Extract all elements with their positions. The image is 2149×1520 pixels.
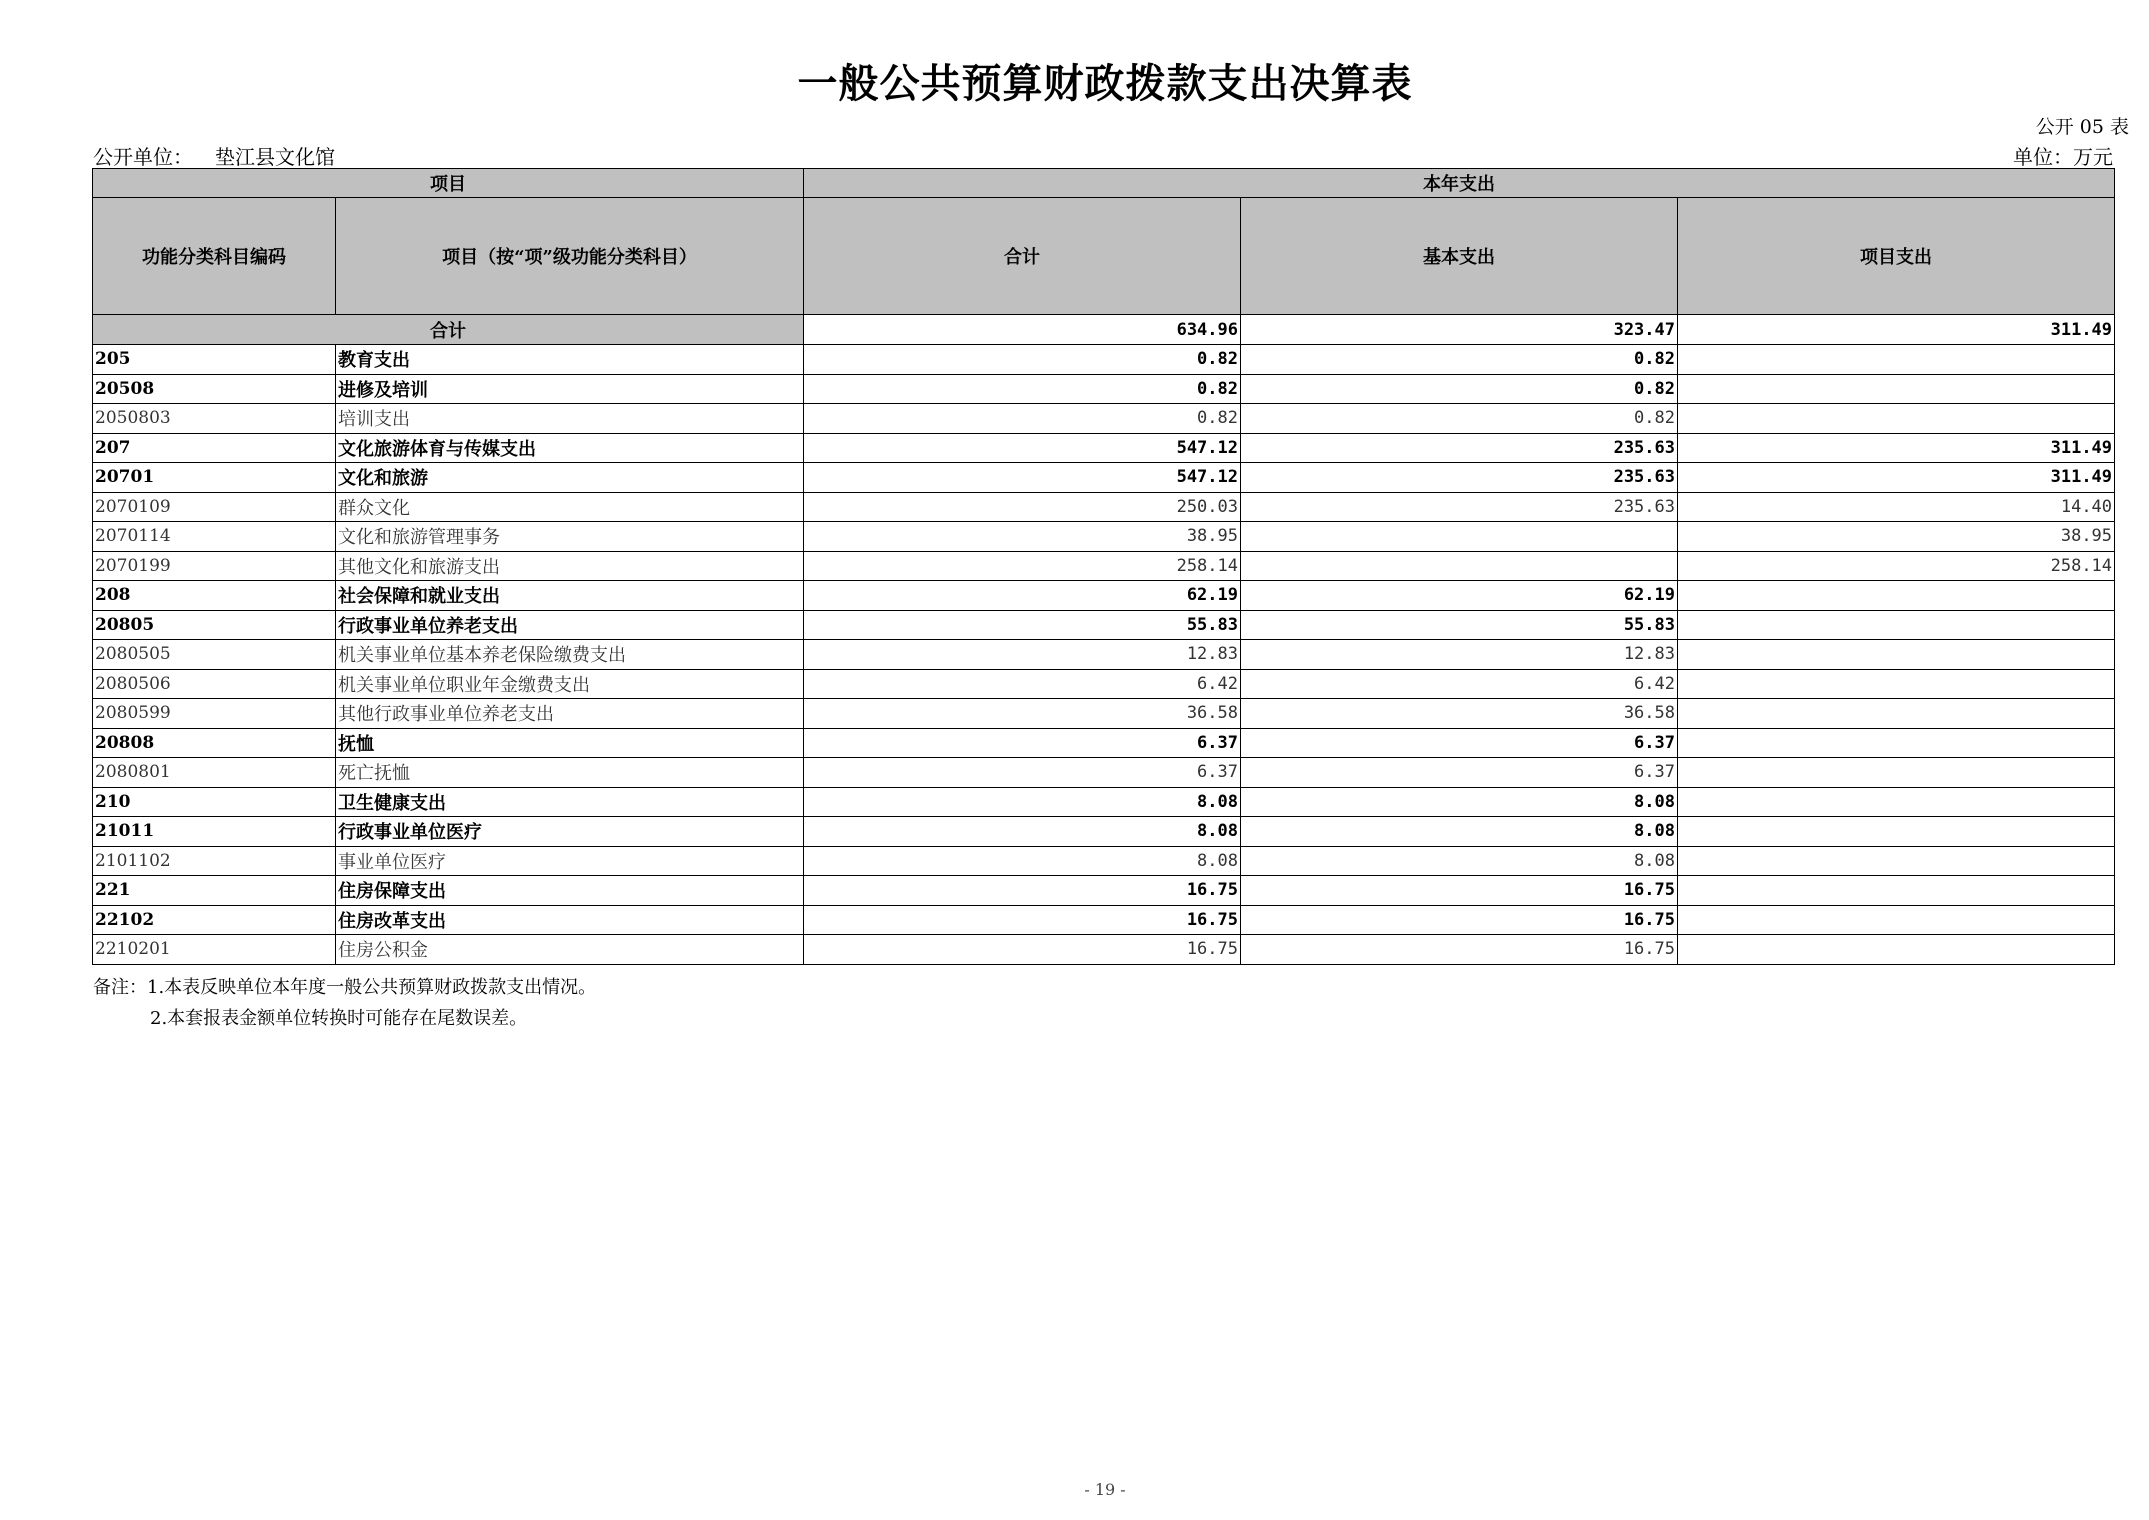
row-basic: 6.42	[1241, 669, 1678, 699]
row-name: 群众文化	[336, 492, 804, 522]
row-total: 6.37	[804, 728, 1241, 758]
row-project: 311.49	[1678, 433, 2115, 463]
row-name: 文化和旅游管理事务	[336, 522, 804, 552]
row-basic: 16.75	[1241, 876, 1678, 906]
row-name: 其他文化和旅游支出	[336, 551, 804, 581]
table-row	[93, 758, 2115, 788]
row-basic: 36.58	[1241, 699, 1678, 729]
total-project: 311.49	[1678, 315, 2115, 345]
row-code: 210	[93, 787, 336, 817]
row-code: 2080506	[93, 669, 336, 699]
row-project	[1678, 876, 2115, 906]
row-project	[1678, 787, 2115, 817]
row-project	[1678, 935, 2115, 965]
row-code: 2070109	[93, 492, 336, 522]
total-row	[93, 315, 2115, 345]
row-project	[1678, 374, 2115, 404]
note-1: 备注：1.本表反映单位本年度一般公共预算财政拨款支出情况。	[93, 977, 597, 998]
row-total: 0.82	[804, 345, 1241, 375]
header-project: 项目	[93, 169, 804, 198]
row-name: 死亡抚恤	[336, 758, 804, 788]
row-code: 205	[93, 345, 336, 375]
row-code: 2050803	[93, 404, 336, 434]
row-basic: 0.82	[1241, 404, 1678, 434]
table-row	[93, 463, 2115, 493]
row-basic: 16.75	[1241, 905, 1678, 935]
row-project	[1678, 817, 2115, 847]
row-basic: 62.19	[1241, 581, 1678, 611]
table-row	[93, 817, 2115, 847]
row-basic	[1241, 522, 1678, 552]
table-row	[93, 492, 2115, 522]
row-project	[1678, 905, 2115, 935]
row-total: 16.75	[804, 935, 1241, 965]
row-total: 16.75	[804, 876, 1241, 906]
table-row	[93, 728, 2115, 758]
note-2: 2.本套报表金额单位转换时可能存在尾数误差。	[150, 1008, 528, 1029]
row-total: 38.95	[804, 522, 1241, 552]
table-row	[93, 345, 2115, 375]
row-code: 20808	[93, 728, 336, 758]
row-total: 547.12	[804, 433, 1241, 463]
row-name: 进修及培训	[336, 374, 804, 404]
org-info	[93, 141, 335, 170]
row-basic: 8.08	[1241, 787, 1678, 817]
table-row	[93, 551, 2115, 581]
row-total: 12.83	[804, 640, 1241, 670]
row-total: 6.42	[804, 669, 1241, 699]
row-basic: 6.37	[1241, 728, 1678, 758]
row-basic: 8.08	[1241, 817, 1678, 847]
row-total: 8.08	[804, 846, 1241, 876]
table-row	[93, 905, 2115, 935]
row-basic: 235.63	[1241, 463, 1678, 493]
row-total: 0.82	[804, 404, 1241, 434]
row-code: 2080505	[93, 640, 336, 670]
org-name: 垫江县文化馆	[215, 145, 335, 169]
row-total: 250.03	[804, 492, 1241, 522]
row-total: 62.19	[804, 581, 1241, 611]
row-basic: 0.82	[1241, 345, 1678, 375]
row-name: 机关事业单位基本养老保险缴费支出	[336, 640, 804, 670]
table-row	[93, 404, 2115, 434]
table-row	[93, 935, 2115, 965]
row-project: 38.95	[1678, 522, 2115, 552]
row-code: 2210201	[93, 935, 336, 965]
row-code: 221	[93, 876, 336, 906]
header-total: 合计	[804, 198, 1241, 315]
row-total: 6.37	[804, 758, 1241, 788]
table-row	[93, 787, 2115, 817]
row-project: 311.49	[1678, 463, 2115, 493]
row-project: 258.14	[1678, 551, 2115, 581]
row-total: 8.08	[804, 787, 1241, 817]
row-name: 抚恤	[336, 728, 804, 758]
page-number: - 19 -	[1084, 1480, 1126, 1499]
table-row	[93, 640, 2115, 670]
row-name: 卫生健康支出	[336, 787, 804, 817]
row-basic: 16.75	[1241, 935, 1678, 965]
row-code: 20701	[93, 463, 336, 493]
row-code: 207	[93, 433, 336, 463]
table-row	[93, 433, 2115, 463]
row-total: 547.12	[804, 463, 1241, 493]
table-row	[93, 610, 2115, 640]
row-project	[1678, 404, 2115, 434]
form-number: 公开 05 表	[2035, 116, 2129, 138]
row-name: 机关事业单位职业年金缴费支出	[336, 669, 804, 699]
row-name: 住房公积金	[336, 935, 804, 965]
currency-unit: 单位：万元	[2013, 145, 2113, 169]
row-code: 2080599	[93, 699, 336, 729]
row-name: 社会保障和就业支出	[336, 581, 804, 611]
row-name: 住房改革支出	[336, 905, 804, 935]
row-basic: 235.63	[1241, 433, 1678, 463]
row-project	[1678, 640, 2115, 670]
row-project: 14.40	[1678, 492, 2115, 522]
row-name: 行政事业单位养老支出	[336, 610, 804, 640]
table-row	[93, 699, 2115, 729]
row-name: 行政事业单位医疗	[336, 817, 804, 847]
row-code: 2101102	[93, 846, 336, 876]
table-row	[93, 374, 2115, 404]
row-name: 文化和旅游	[336, 463, 804, 493]
row-code: 2070199	[93, 551, 336, 581]
total-label: 合计	[93, 315, 804, 345]
row-total: 0.82	[804, 374, 1241, 404]
row-project	[1678, 669, 2115, 699]
row-total: 16.75	[804, 905, 1241, 935]
header-project-expenditure: 项目支出	[1678, 198, 2115, 315]
row-basic: 6.37	[1241, 758, 1678, 788]
header-row-columns	[93, 198, 2115, 315]
row-total: 55.83	[804, 610, 1241, 640]
total-basic: 323.47	[1241, 315, 1678, 345]
row-name: 文化旅游体育与传媒支出	[336, 433, 804, 463]
row-total: 8.08	[804, 817, 1241, 847]
expenditure-table	[92, 168, 2115, 965]
total-amount: 634.96	[804, 315, 1241, 345]
row-code: 22102	[93, 905, 336, 935]
row-basic: 8.08	[1241, 846, 1678, 876]
org-label: 公开单位：	[93, 145, 193, 169]
row-project	[1678, 699, 2115, 729]
row-basic: 0.82	[1241, 374, 1678, 404]
row-name: 事业单位医疗	[336, 846, 804, 876]
header-item: 项目（按“项”级功能分类科目）	[336, 198, 804, 315]
header-row-group	[93, 169, 2115, 198]
row-project	[1678, 581, 2115, 611]
row-name: 住房保障支出	[336, 876, 804, 906]
row-code: 20508	[93, 374, 336, 404]
row-code: 2070114	[93, 522, 336, 552]
row-name: 其他行政事业单位养老支出	[336, 699, 804, 729]
row-code: 20805	[93, 610, 336, 640]
row-code: 208	[93, 581, 336, 611]
row-code: 2080801	[93, 758, 336, 788]
table-row	[93, 876, 2115, 906]
row-basic	[1241, 551, 1678, 581]
row-total: 36.58	[804, 699, 1241, 729]
row-basic: 235.63	[1241, 492, 1678, 522]
row-project	[1678, 345, 2115, 375]
notes	[93, 972, 596, 1034]
row-name: 教育支出	[336, 345, 804, 375]
row-basic: 55.83	[1241, 610, 1678, 640]
header-current-year: 本年支出	[804, 169, 2115, 198]
table-row	[93, 522, 2115, 552]
row-project	[1678, 728, 2115, 758]
table-row	[93, 846, 2115, 876]
row-project	[1678, 610, 2115, 640]
table-row	[93, 581, 2115, 611]
row-basic: 12.83	[1241, 640, 1678, 670]
header-code: 功能分类科目编码	[93, 198, 336, 315]
row-total: 258.14	[804, 551, 1241, 581]
header-basic: 基本支出	[1241, 198, 1678, 315]
unit-row	[93, 141, 2113, 170]
page-title: 一般公共预算财政拨款支出决算表	[797, 60, 1413, 107]
row-project	[1678, 758, 2115, 788]
row-code: 21011	[93, 817, 336, 847]
table-row	[93, 669, 2115, 699]
row-project	[1678, 846, 2115, 876]
row-name: 培训支出	[336, 404, 804, 434]
